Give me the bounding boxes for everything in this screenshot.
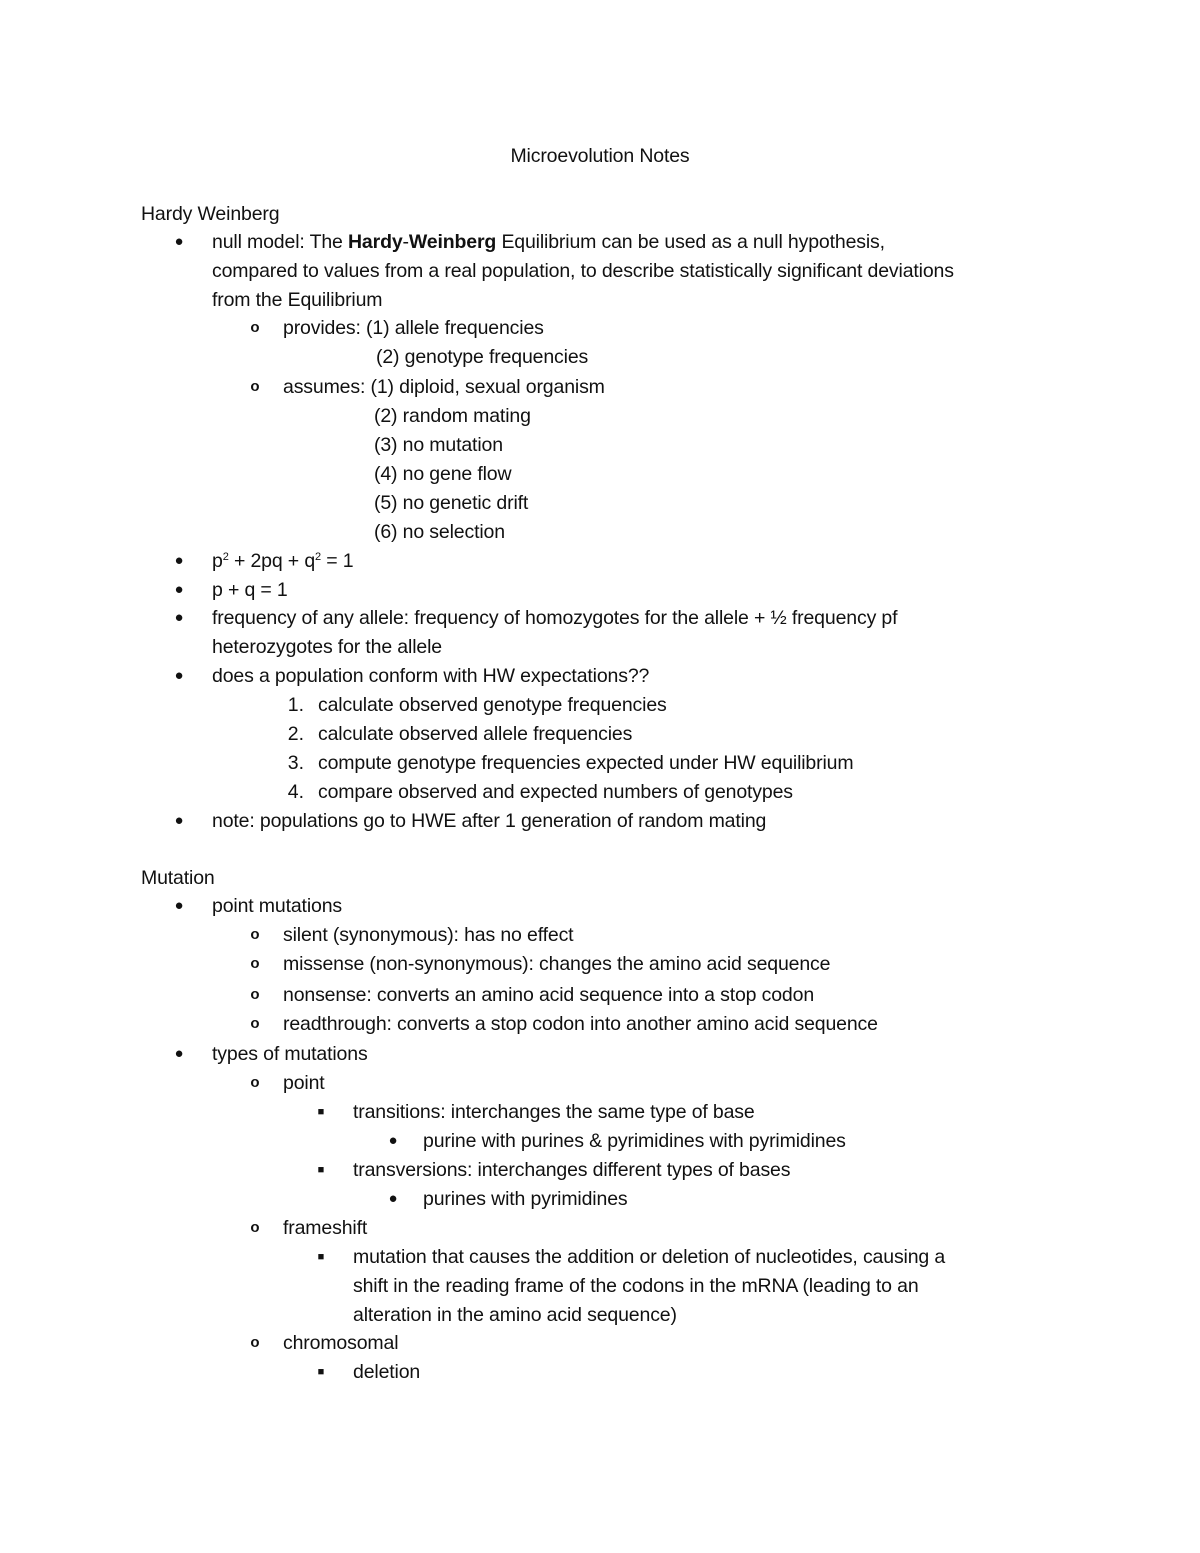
circle-bullet-icon: o — [250, 319, 260, 336]
frameshift-desc-line: shift in the reading frame of the codons in the mRNA (leading to an — [353, 1275, 919, 1297]
hwe-note: note: populations go to HWE after 1 generation of random mating — [212, 810, 767, 832]
circle-bullet-icon: o — [250, 1015, 260, 1032]
bullet-icon: ● — [174, 581, 184, 598]
types-of-mutations-label: types of mutations — [212, 1043, 368, 1065]
circle-bullet-icon: o — [250, 1074, 260, 1091]
step-item: compare observed and expected numbers of genotypes — [318, 781, 793, 803]
chromosomal-label: chromosomal — [283, 1332, 399, 1354]
frameshift-label: frameshift — [283, 1217, 368, 1239]
circle-bullet-icon: o — [250, 986, 260, 1003]
step-number: 3. — [287, 752, 304, 774]
circle-bullet-icon: o — [250, 1334, 260, 1351]
step-item: calculate observed genotype frequencies — [318, 694, 667, 716]
step-number: 4. — [287, 781, 304, 803]
null-model-line-3: from the Equilibrium — [212, 289, 383, 311]
transversions-line: transversions: interchanges different types of bases — [353, 1159, 791, 1181]
null-model-line-2: compared to values from a real population, to describe statistically significant deviations — [212, 260, 954, 282]
circle-bullet-icon: o — [250, 955, 260, 972]
point-mutation-item: nonsense: converts an amino acid sequence into a stop codon — [283, 984, 815, 1006]
bullet-icon: ● — [174, 609, 184, 626]
assumes-item: (4) no gene flow — [374, 463, 512, 485]
step-number: 1. — [287, 694, 304, 716]
bullet-icon: ● — [174, 667, 184, 684]
point-mutation-item: silent (synonymous): has no effect — [283, 924, 574, 946]
square-bullet-icon: ■ — [317, 1164, 325, 1176]
circle-bullet-icon: o — [250, 926, 260, 943]
deletion-label: deletion — [353, 1361, 421, 1383]
assumes-item: (6) no selection — [374, 521, 505, 543]
point-type-label: point — [283, 1072, 325, 1094]
transitions-sub: purine with purines & pyrimidines with pyrimidines — [423, 1130, 846, 1152]
step-item: compute genotype frequencies expected under HW equilibrium — [318, 752, 854, 774]
point-mutation-item: missense (non-synonymous): changes the amino acid sequence — [283, 953, 831, 975]
provides-line: provides: (1) allele frequencies — [283, 317, 544, 339]
step-item: calculate observed allele frequencies — [318, 723, 633, 745]
circle-bullet-icon: o — [250, 378, 260, 395]
allele-frequency-line: frequency of any allele: frequency of homozygotes for the allele + ½ frequency pf — [212, 607, 898, 629]
frameshift-desc-line: alteration in the amino acid sequence) — [353, 1304, 677, 1326]
assumes-line: assumes: (1) diploid, sexual organism — [283, 376, 605, 398]
bullet-icon: ● — [388, 1190, 398, 1207]
square-bullet-icon: ■ — [317, 1251, 325, 1263]
bullet-icon: ● — [174, 1045, 184, 1062]
bullet-icon: ● — [174, 552, 184, 569]
allele-frequency-line-2: heterozygotes for the allele — [212, 636, 442, 658]
allele-sum-equation: p + q = 1 — [212, 579, 288, 601]
conform-question: does a population conform with HW expectations?? — [212, 665, 650, 687]
square-bullet-icon: ■ — [317, 1106, 325, 1118]
section-heading-hardy-weinberg: Hardy Weinberg — [141, 203, 280, 225]
point-mutations-label: point mutations — [212, 895, 342, 917]
provides-item-2: (2) genotype frequencies — [376, 346, 589, 368]
point-mutation-item: readthrough: converts a stop codon into another amino acid sequence — [283, 1013, 878, 1035]
assumes-item: (2) random mating — [374, 405, 531, 427]
bullet-icon: ● — [388, 1132, 398, 1149]
page-title: Microevolution Notes — [510, 145, 690, 167]
hw-equation: $p^2 + 2pq + q^2 = 1$ — [212, 550, 354, 572]
bullet-icon: ● — [174, 812, 184, 829]
bullet-icon: ● — [174, 897, 184, 914]
circle-bullet-icon: o — [250, 1219, 260, 1236]
frameshift-desc-line: mutation that causes the addition or deletion of nucleotides, causing a — [353, 1246, 946, 1268]
assumes-item: (5) no genetic drift — [374, 492, 529, 514]
transitions-line: transitions: interchanges the same type of base — [353, 1101, 755, 1123]
transversions-sub: purines with pyrimidines — [423, 1188, 628, 1210]
null-model-line: null model: The Hardy-Weinberg Equilibrium can be used as a null hypothesis, — [212, 231, 885, 253]
assumes-item: (3) no mutation — [374, 434, 503, 456]
square-bullet-icon: ■ — [317, 1366, 325, 1378]
section-heading-mutation: Mutation — [141, 867, 215, 889]
bullet-icon: ● — [174, 233, 184, 250]
step-number: 2. — [287, 723, 304, 745]
